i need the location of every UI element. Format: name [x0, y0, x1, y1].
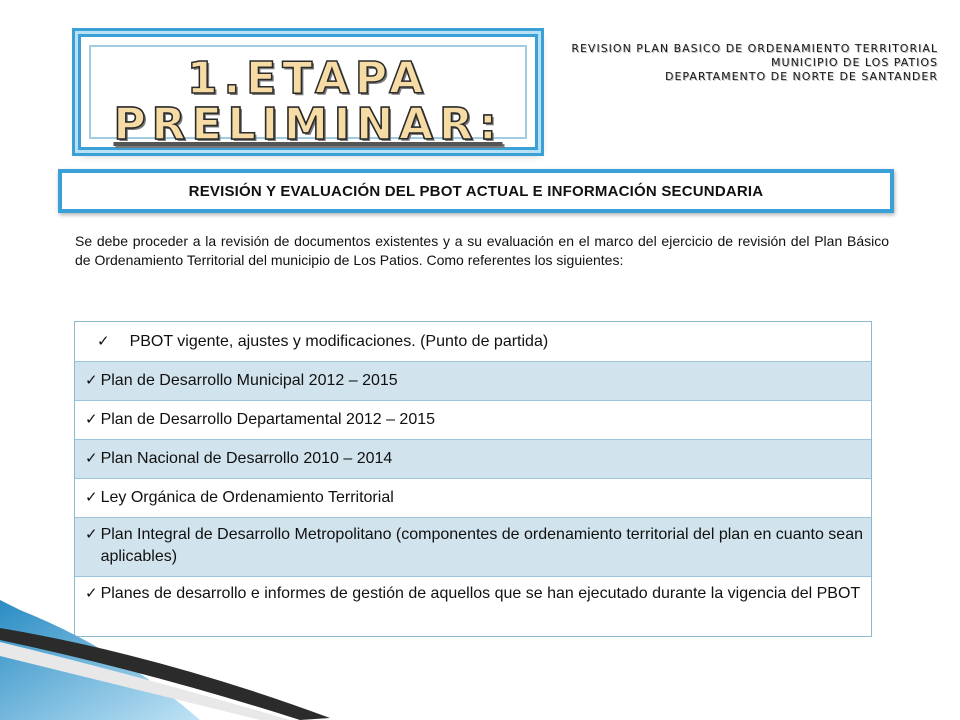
checkmark-icon: ✓: [85, 372, 98, 389]
header-line-departamento: DEPARTAMENTO DE NORTE DE SANTANDER: [664, 70, 938, 83]
reference-item: Plan de Desarrollo Municipal 2012 – 2015: [100, 372, 398, 389]
checkmark-icon: ✓: [85, 450, 98, 467]
table-row: [75, 362, 871, 401]
reference-item: Planes de desarrollo e informes de gestión de aquellos que se han ejecutado durante la vigencia del PBOT: [100, 585, 861, 602]
document-header: [571, 42, 938, 84]
reference-item: Plan de Desarrollo Departamental 2012 – 2015: [100, 411, 436, 428]
header-line-plan: REVISION PLAN BASICO DE ORDENAMIENTO TERRITORIAL: [571, 42, 938, 55]
table-row: [75, 401, 871, 440]
checkmark-icon: ✓: [97, 332, 110, 350]
table-row: [75, 479, 871, 518]
corner-swoosh-decoration: [0, 580, 340, 720]
section-title-bar: [58, 169, 894, 213]
reference-item: Ley Orgánica de Ordenamiento Territorial: [100, 489, 394, 506]
intro-paragraph: Se debe proceder a la revisión de documentos existentes y a su evaluación en el marco del ejercicio de revisión del Plan Básico de Ordenamiento Territorial del municipio de Los Patios. Como referentes los siguientes:: [75, 233, 889, 268]
checkmark-icon: ✓: [85, 489, 98, 506]
checkmark-icon: ✓: [85, 585, 98, 602]
checkmark-icon: ✓: [85, 526, 98, 543]
title-box: [78, 34, 538, 150]
section-title: REVISIÓN Y EVALUACIÓN DEL PBOT ACTUAL E INFORMACIÓN SECUNDARIA: [62, 173, 890, 209]
page-title-line-1: 1.ETAPA: [186, 53, 430, 104]
reference-item: Plan Nacional de Desarrollo 2010 – 2014: [100, 450, 393, 467]
reference-item: Plan Integral de Desarrollo Metropolitano (componentes de ordenamiento territorial del plan en cuanto sean aplicables): [100, 526, 863, 565]
header-line-municipio: MUNICIPIO DE LOS PATIOS: [771, 56, 938, 69]
reference-item: PBOT vigente, ajustes y modificaciones. (Punto de partida): [129, 332, 549, 350]
table-row: [75, 440, 871, 479]
checkmark-icon: ✓: [85, 411, 98, 428]
page-title-line-2: PRELIMINAR:: [113, 99, 503, 150]
table-row: [75, 322, 871, 362]
title-frame: [89, 45, 527, 150]
table-row: [75, 518, 871, 577]
